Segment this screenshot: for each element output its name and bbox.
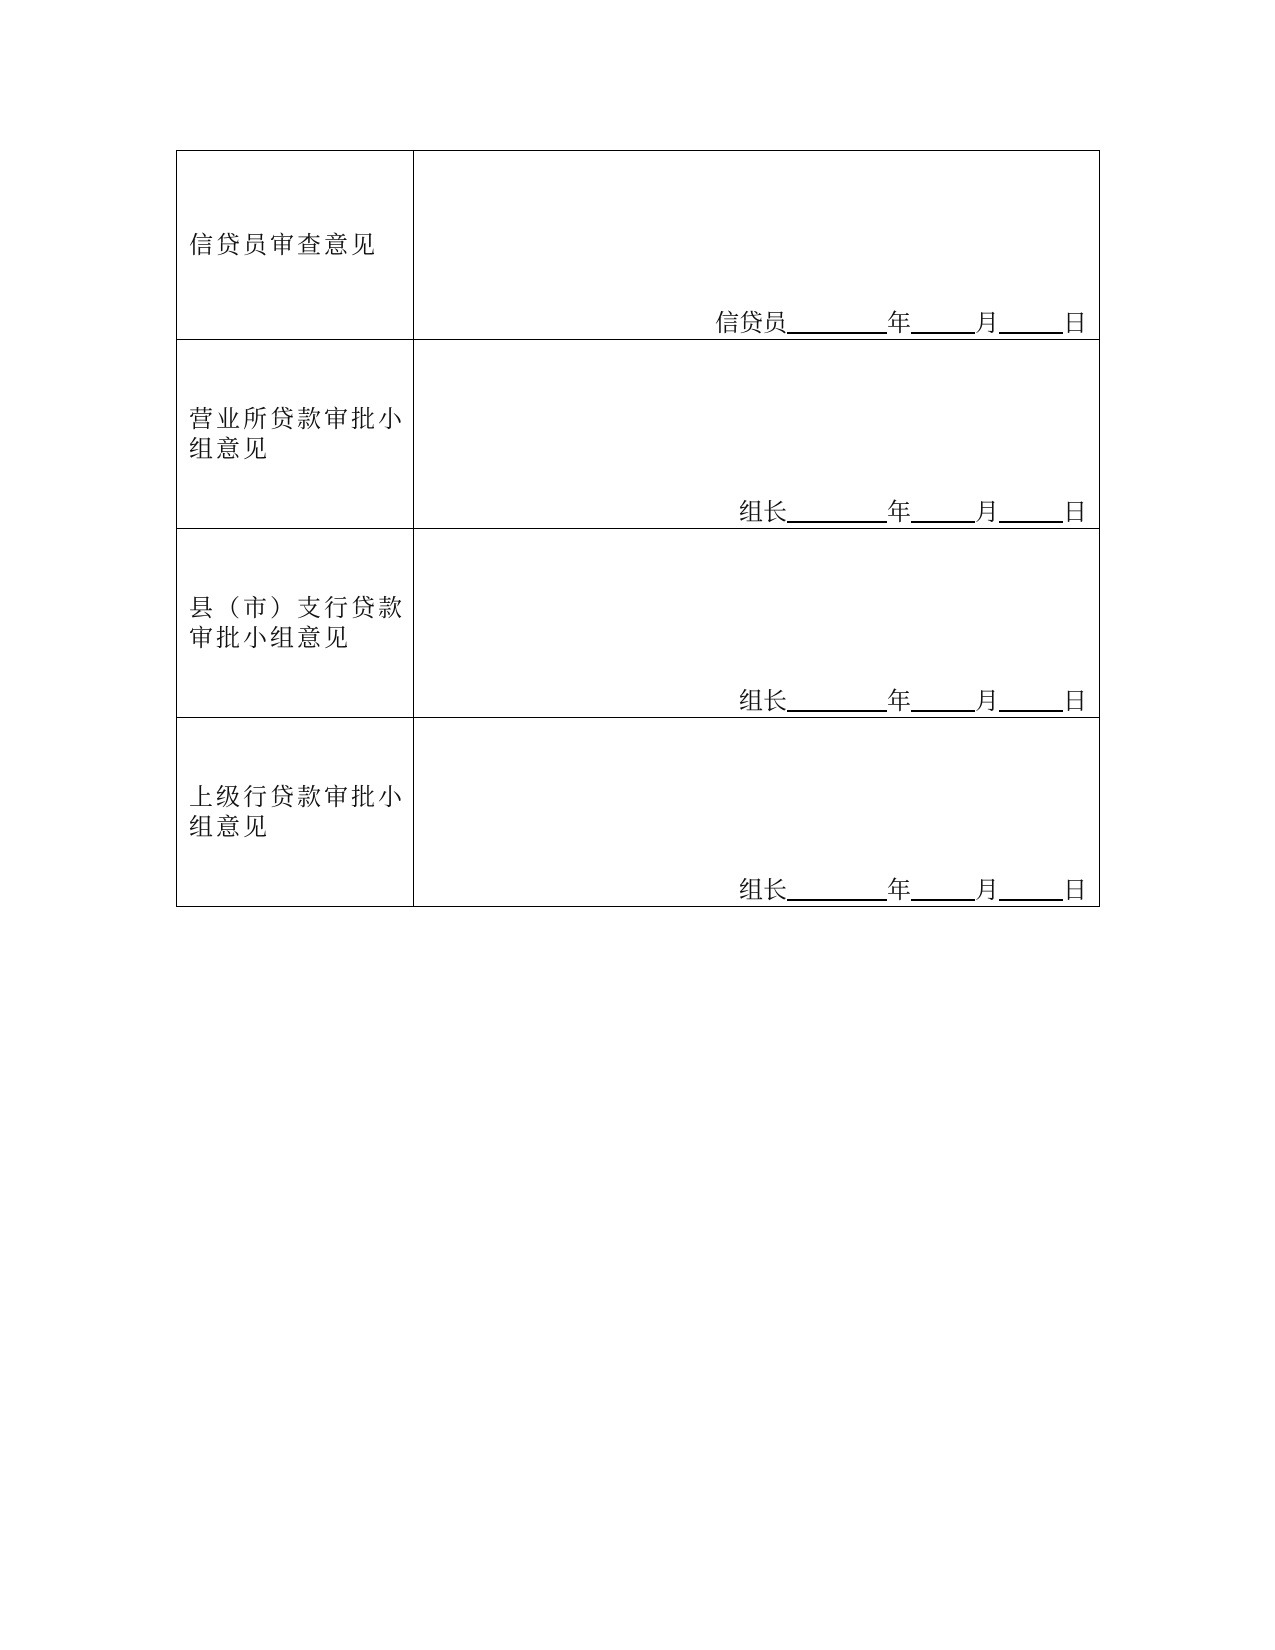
row-label: 信贷员审查意见 <box>189 230 378 259</box>
signature-blank[interactable] <box>787 688 887 712</box>
table-row <box>177 340 1100 529</box>
month-label: 月 <box>975 309 999 337</box>
row-label-cell <box>177 151 414 340</box>
day-blank[interactable] <box>999 688 1063 712</box>
month-blank[interactable] <box>911 499 975 523</box>
row-label: 县（市）支行贷款审批小组意见 <box>189 593 405 652</box>
signature-blank[interactable] <box>787 877 887 901</box>
month-label: 月 <box>975 876 999 904</box>
row-label-cell <box>177 529 414 718</box>
month-blank[interactable] <box>911 688 975 712</box>
signature-line <box>739 498 1087 526</box>
day-label: 日 <box>1063 687 1087 715</box>
month-blank[interactable] <box>911 310 975 334</box>
month-label: 月 <box>975 687 999 715</box>
signature-line <box>739 687 1087 715</box>
row-label-cell <box>177 718 414 907</box>
opinion-field[interactable] <box>414 718 1100 907</box>
day-blank[interactable] <box>999 499 1063 523</box>
opinion-field[interactable] <box>414 151 1100 340</box>
table-row <box>177 529 1100 718</box>
row-label: 营业所贷款审批小组意见 <box>189 404 405 463</box>
year-label: 年 <box>887 309 911 337</box>
day-blank[interactable] <box>999 877 1063 901</box>
month-blank[interactable] <box>911 877 975 901</box>
signature-blank[interactable] <box>787 310 887 334</box>
signature-line <box>739 876 1087 904</box>
signer-label: 组长 <box>739 687 787 715</box>
table-row <box>177 718 1100 907</box>
row-label-cell <box>177 340 414 529</box>
approval-opinion-table <box>176 150 1100 907</box>
year-label: 年 <box>887 687 911 715</box>
day-blank[interactable] <box>999 310 1063 334</box>
year-label: 年 <box>887 498 911 526</box>
opinion-field[interactable] <box>414 529 1100 718</box>
day-label: 日 <box>1063 498 1087 526</box>
signature-blank[interactable] <box>787 499 887 523</box>
day-label: 日 <box>1063 309 1087 337</box>
signature-line <box>715 309 1087 337</box>
signer-label: 组长 <box>739 498 787 526</box>
row-label: 上级行贷款审批小组意见 <box>189 782 405 841</box>
month-label: 月 <box>975 498 999 526</box>
day-label: 日 <box>1063 876 1087 904</box>
signer-label: 组长 <box>739 876 787 904</box>
table-row <box>177 151 1100 340</box>
opinion-field[interactable] <box>414 340 1100 529</box>
signer-label: 信贷员 <box>715 309 787 337</box>
year-label: 年 <box>887 876 911 904</box>
